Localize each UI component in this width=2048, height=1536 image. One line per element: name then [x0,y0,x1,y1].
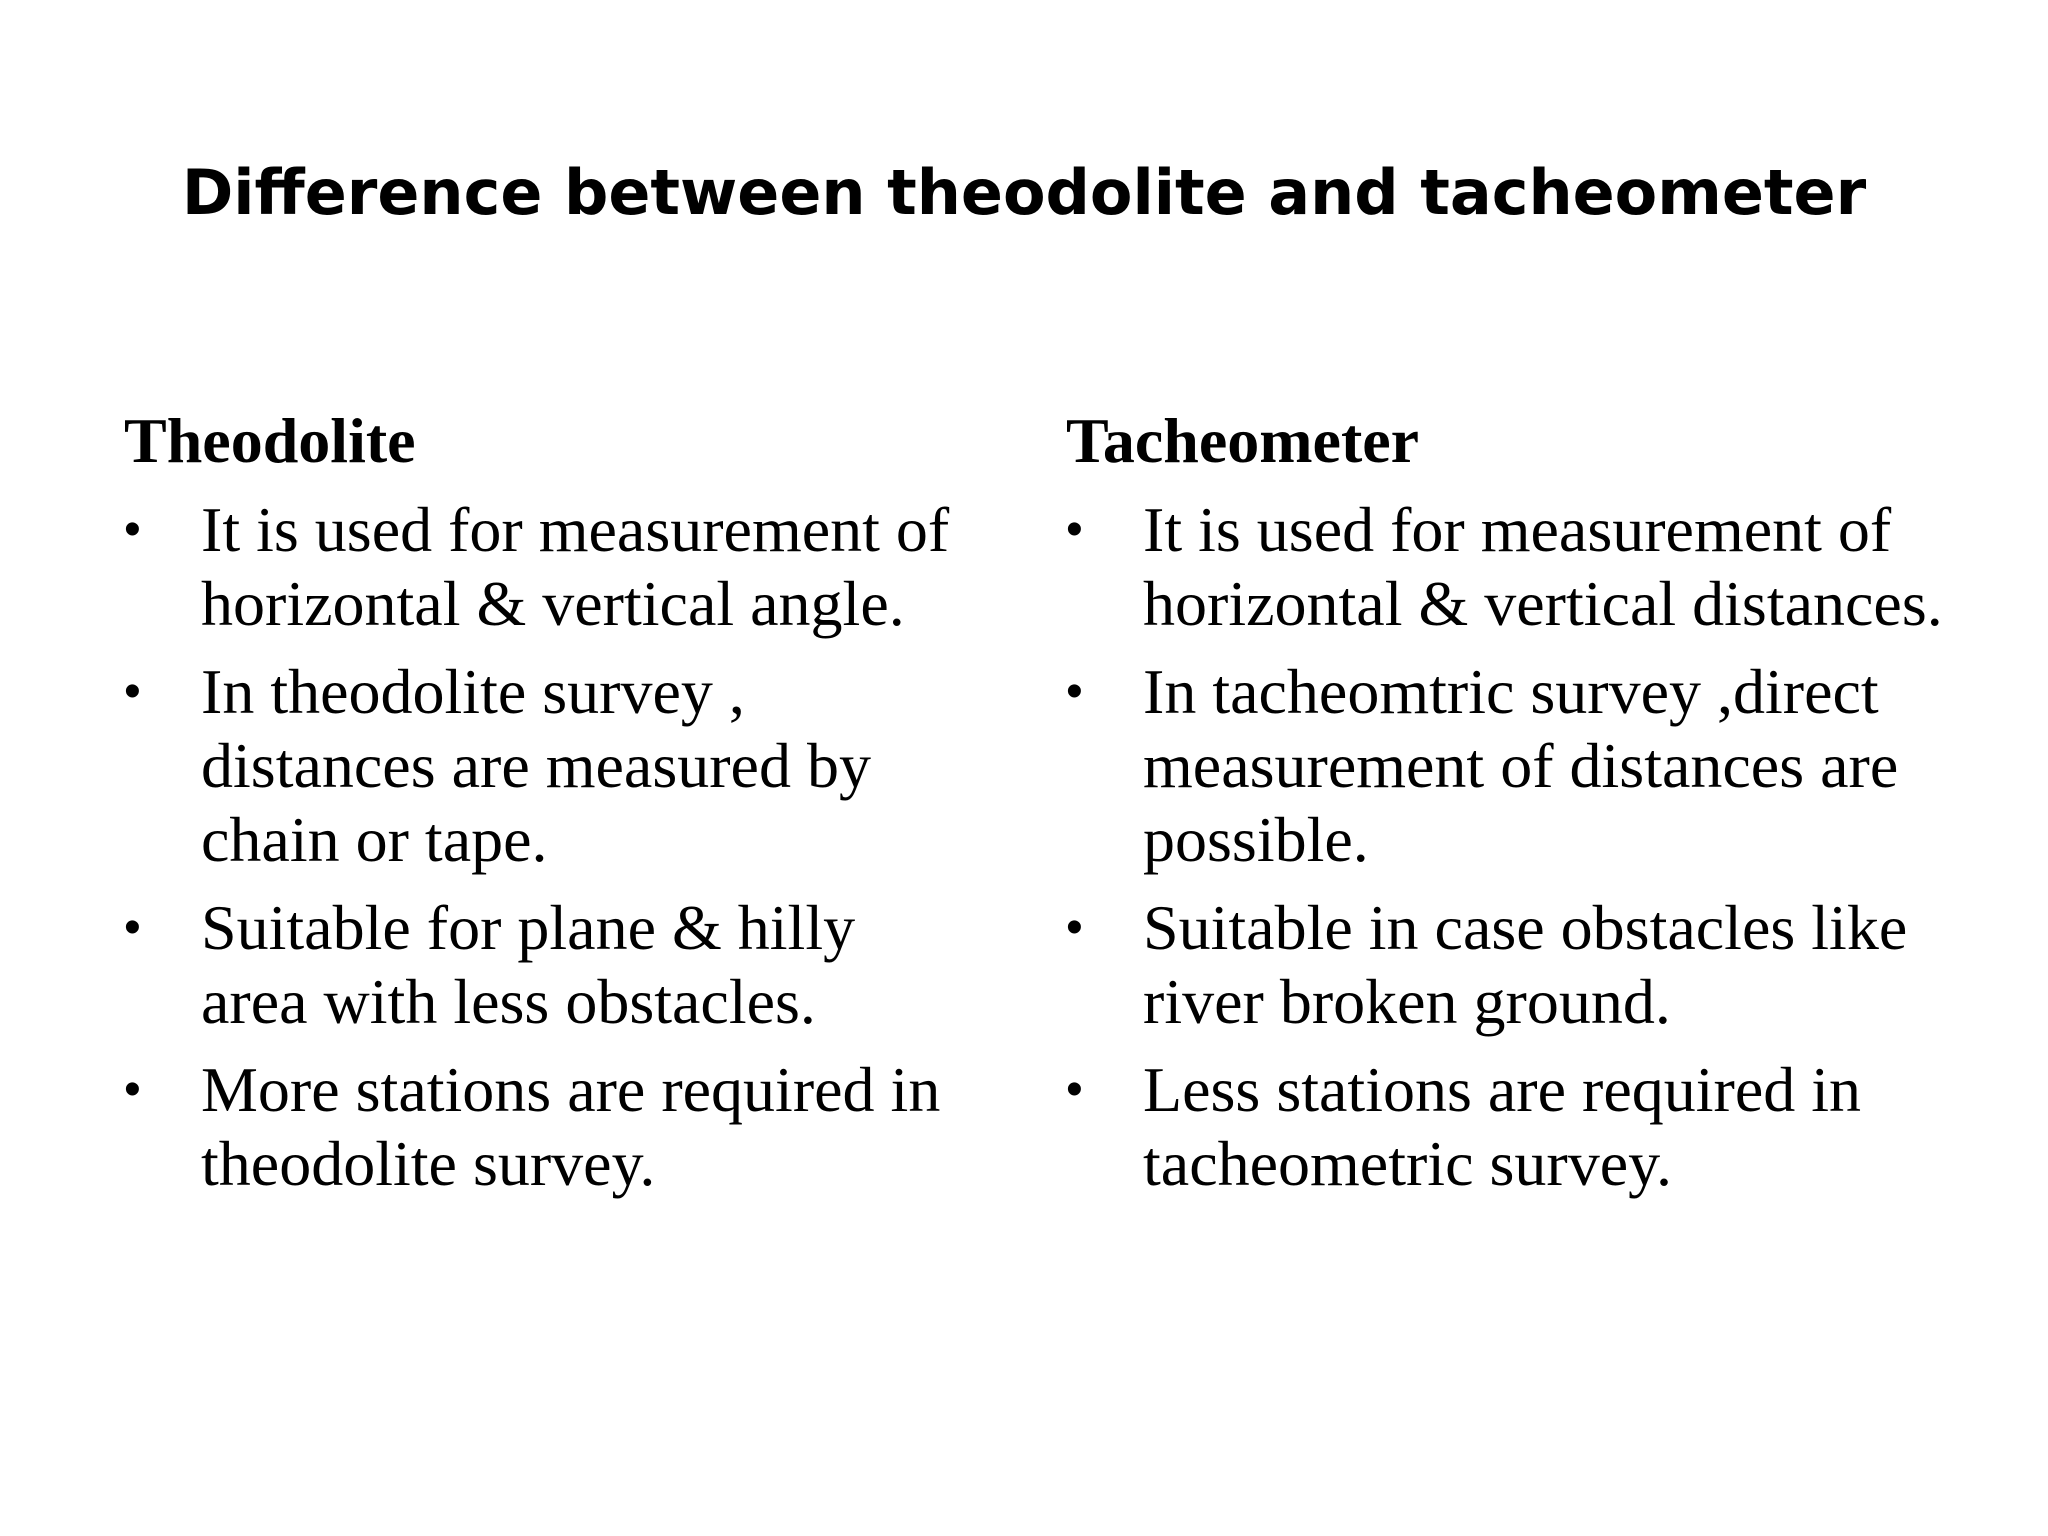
theodolite-heading: Theodolite [124,405,416,476]
list-item [1066,1053,1966,1201]
bullet-text: It is used for measurement of horizontal & vertical angle. [201,494,950,639]
bullet-text: Less stations are required in tacheometric survey. [1143,1054,1861,1199]
bullet-text: Suitable in case obstacles like river broken ground. [1143,892,1908,1037]
bullet-icon: • [124,1063,141,1116]
tacheometer-bullet-list [1066,493,1966,1201]
list-item [124,891,964,1039]
list-item [1066,891,1966,1039]
theodolite-bullet-list [124,493,964,1201]
bullet-icon: • [124,901,141,954]
list-item [1066,493,1966,641]
bullet-text: In theodolite survey , distances are measured by chain or tape. [201,656,871,875]
tacheometer-heading: Tacheometer [1066,405,1420,476]
list-item [124,493,964,641]
slide-title: Difference between theodolite and tacheometer [181,156,1867,229]
theodolite-column [124,403,964,1201]
bullet-icon: • [124,503,141,556]
bullet-text: Suitable for plane & hilly area with less obstacles. [201,892,856,1037]
bullet-text: More stations are required in theodolite survey. [201,1054,941,1199]
list-item [1066,655,1966,877]
bullet-icon: • [1066,1063,1083,1116]
bullet-icon: • [124,665,141,718]
bullet-text: In tacheomtric survey ,direct measurement of distances are possible. [1143,656,1899,875]
bullet-icon: • [1066,901,1083,954]
tacheometer-column [1066,403,1966,1201]
list-item [124,655,964,877]
bullet-icon: • [1066,665,1083,718]
bullet-icon: • [1066,503,1083,556]
list-item [124,1053,964,1201]
bullet-text: It is used for measurement of horizontal & vertical distances. [1143,494,1943,639]
